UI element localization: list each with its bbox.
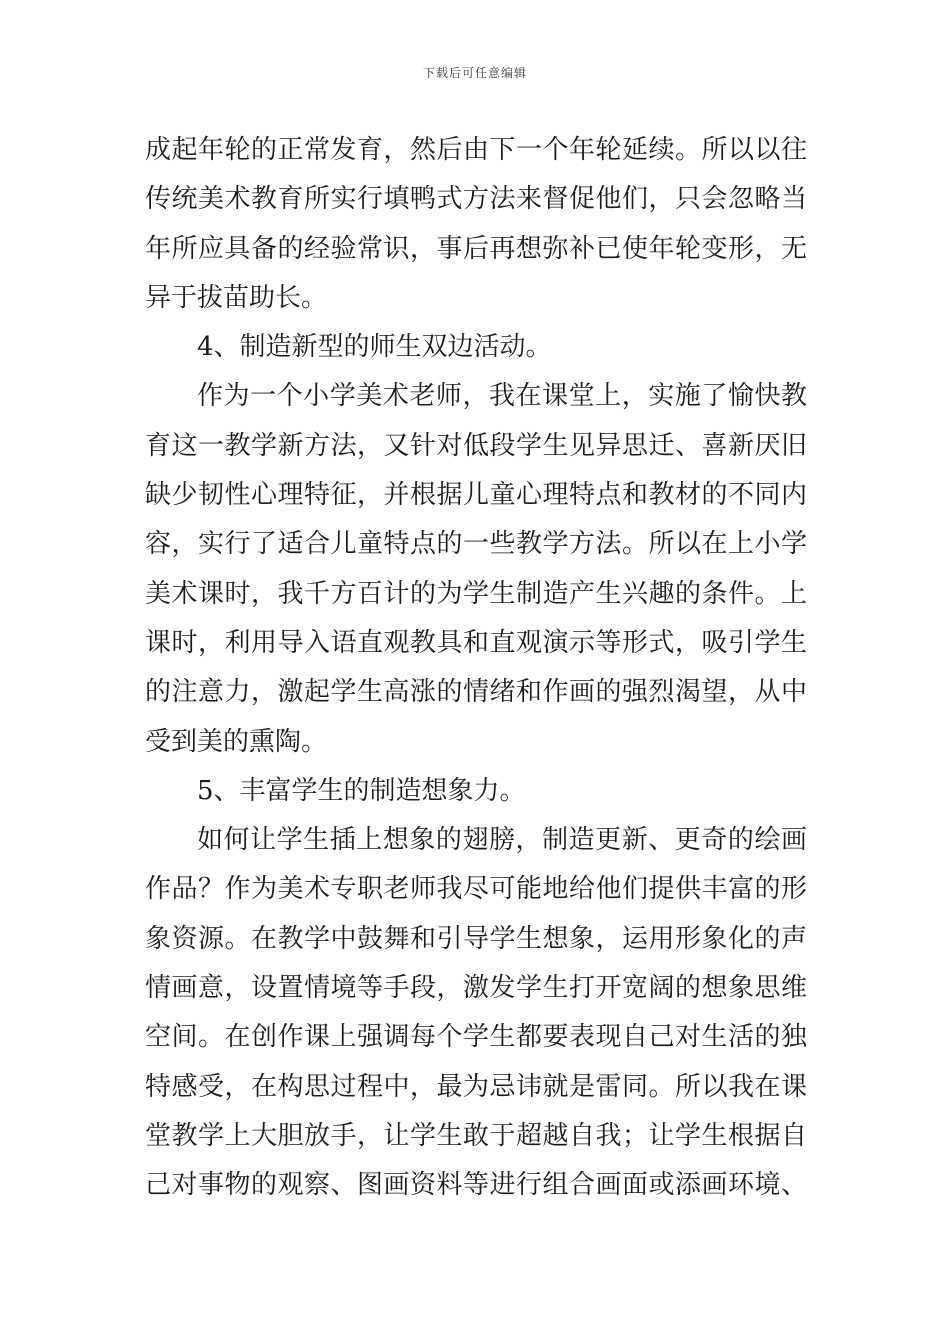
text-line: 己对事物的观察、图画资料等进行组合画面或添画环境、	[145, 1170, 807, 1201]
text-line: 空间。在创作课上强调每个学生都要表现自己对生活的独	[145, 1022, 807, 1053]
text-line: 如何让学生插上想象的翅膀，制造更新、更奇的绘画	[197, 825, 807, 856]
text-line: 传统美术教育所实行填鸭式方法来督促他们，只会忽略当	[145, 184, 807, 215]
text-line: 情画意，设置情境等手段，激发学生打开宽阔的想象思维	[145, 973, 807, 1004]
text-line: 课时，利用导入语直观教具和直观演示等形式，吸引学生	[145, 627, 807, 658]
body-text	[145, 126, 807, 1211]
text-line: 的注意力，激起学生高涨的情绪和作画的强烈渴望，从中	[145, 677, 807, 708]
text-line: 作为一个小学美术老师，我在课堂上，实施了愉快教	[197, 381, 807, 412]
text-line: 育这一教学新方法，又针对低段学生见异思迁、喜新厌旧	[145, 430, 807, 461]
section-heading: 4、制造新型的师生双边活动。	[197, 332, 552, 363]
text-line: 容，实行了适合儿童特点的一些教学方法。所以在上小学	[145, 529, 807, 560]
section-heading: 5、丰富学生的制造想象力。	[197, 775, 526, 806]
text-line: 象资源。在教学中鼓舞和引导学生想象，运用形象化的声	[145, 923, 807, 954]
page-header: 下载后可任意编辑	[422, 66, 527, 80]
text-line: 堂教学上大胆放手，让学生敢于超越自我；让学生根据自	[145, 1120, 807, 1151]
text-line: 美术课时，我千方百计的为学生制造产生兴趣的条件。上	[145, 578, 807, 609]
text-line: 异于拔苗助长。	[145, 282, 328, 313]
text-line: 受到美的熏陶。	[145, 726, 328, 757]
text-line: 成起年轮的正常发育，然后由下一个年轮延续。所以以往	[145, 135, 807, 165]
text-line: 特感受，在构思过程中，最为忌讳就是雷同。所以我在课	[145, 1071, 807, 1102]
text-line: 作品？作为美术专职老师我尽可能地给他们提供丰富的形	[145, 874, 807, 905]
text-line: 年所应具备的经验常识，事后再想弥补已使年轮变形，无	[145, 233, 807, 264]
text-line: 缺少韧性心理特征，并根据儿童心理特点和教材的不同内	[145, 480, 807, 511]
